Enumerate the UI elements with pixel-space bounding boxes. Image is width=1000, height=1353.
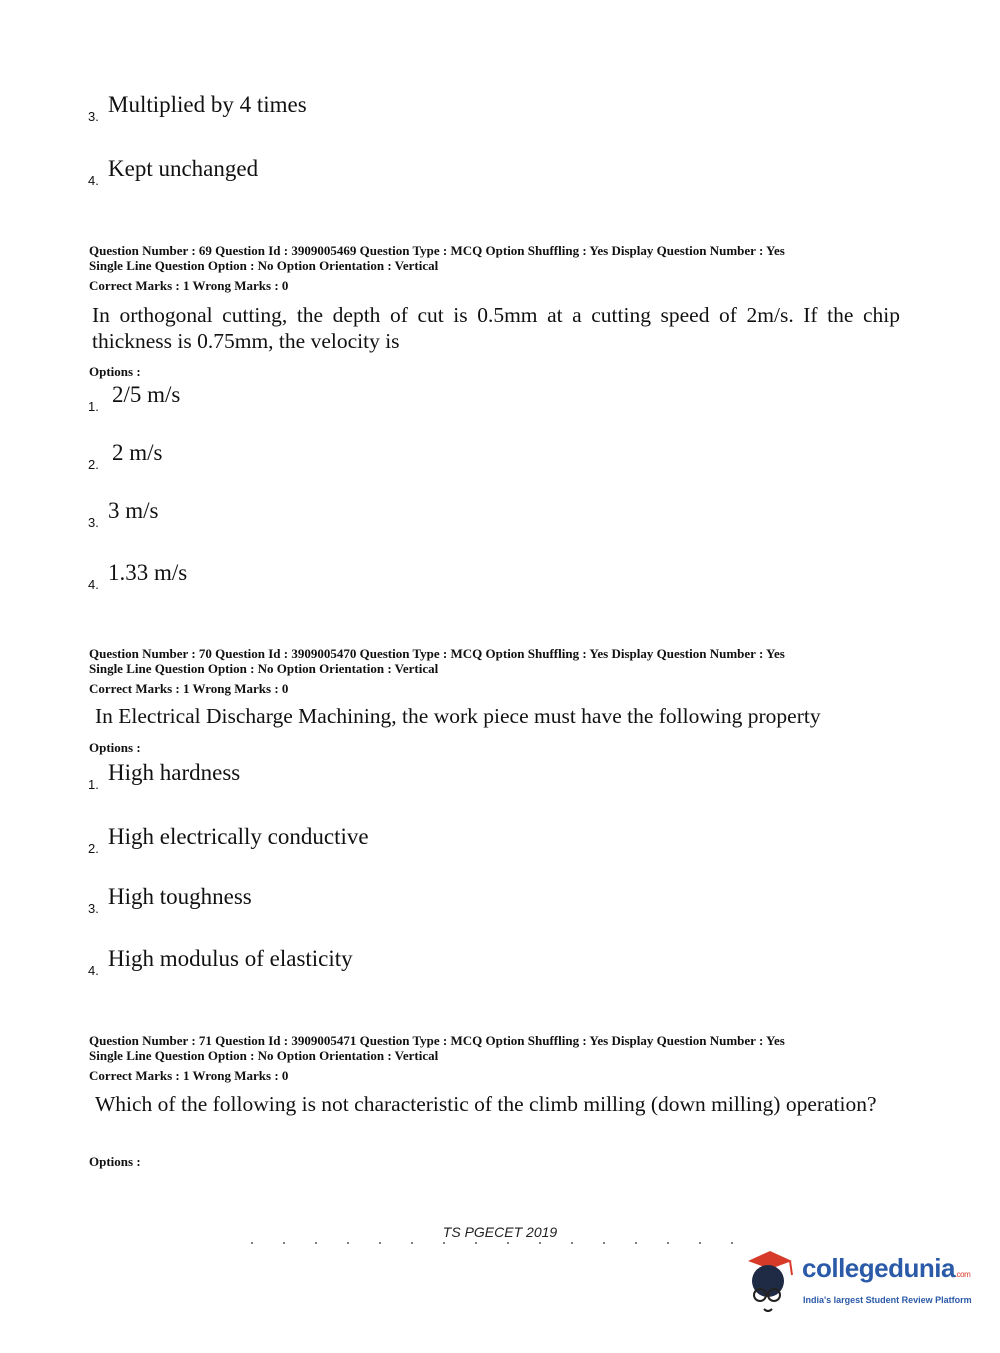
- question-meta: Question Number : 71 Question Id : 3909005471 Question Type : MCQ Option Shuffling : Yes Display Question Number : Yes: [89, 1033, 785, 1048]
- option-text: Multiplied by 4 times: [108, 92, 307, 117]
- option-text: High electrically conductive: [108, 824, 369, 849]
- option-number: 1.: [88, 399, 99, 414]
- collegedunia-logo: [742, 1245, 972, 1315]
- option-number: 1.: [88, 777, 99, 792]
- option-number: 3.: [88, 901, 99, 916]
- option-number: 2.: [88, 457, 99, 472]
- question-meta: Question Number : 69 Question Id : 3909005469 Question Type : MCQ Option Shuffling : Yes Display Question Number : Yes: [89, 243, 785, 258]
- footer-dotted-line: [236, 1242, 756, 1244]
- question-marks: Correct Marks : 1 Wrong Marks : 0: [89, 681, 289, 696]
- question-text: Which of the following is not characteristic of the climb milling (down milling) operation?: [95, 1092, 877, 1116]
- option-number: 2.: [88, 841, 99, 856]
- question-text: In Electrical Discharge Machining, the work piece must have the following property: [95, 704, 821, 728]
- option-text: High hardness: [108, 760, 241, 785]
- question-meta-line2: Single Line Question Option : No Option Orientation : Vertical: [89, 1048, 439, 1063]
- option-text: 1.33 m/s: [108, 560, 188, 585]
- question-meta-line2: Single Line Question Option : No Option Orientation : Vertical: [89, 258, 439, 273]
- logo-wordmark: collegedunia.com: [802, 1253, 971, 1283]
- option-number: 3.: [88, 109, 99, 124]
- option-text: High modulus of elasticity: [108, 946, 353, 971]
- question-text: In orthogonal cutting, the depth of cut is 0.5mm at a cutting speed of 2m/s. If the chip thickness is 0.75mm, the velocity is: [92, 303, 900, 353]
- option-text: High toughness: [108, 884, 252, 909]
- option-text: 3 m/s: [108, 498, 159, 523]
- option-number: 4.: [88, 577, 99, 592]
- page-footer: TS PGECET 2019: [442, 1224, 558, 1240]
- question-meta: Question Number : 70 Question Id : 3909005470 Question Type : MCQ Option Shuffling : Yes Display Question Number : Yes: [89, 646, 785, 661]
- mascot-icon: [742, 1247, 802, 1315]
- logo-tagline: India's largest Student Review Platform: [803, 1295, 972, 1305]
- option-number: 4.: [88, 173, 99, 188]
- question-meta-line2: Single Line Question Option : No Option Orientation : Vertical: [89, 661, 439, 676]
- question-marks: Correct Marks : 1 Wrong Marks : 0: [89, 278, 289, 293]
- options-label: Options :: [89, 1154, 141, 1169]
- options-label: Options :: [89, 364, 141, 379]
- question-marks: Correct Marks : 1 Wrong Marks : 0: [89, 1068, 289, 1083]
- option-number: 3.: [88, 515, 99, 530]
- option-number: 4.: [88, 963, 99, 978]
- option-text: 2 m/s: [112, 440, 163, 465]
- option-text: Kept unchanged: [108, 156, 259, 181]
- options-label: Options :: [89, 740, 141, 755]
- option-text: 2/5 m/s: [112, 382, 181, 407]
